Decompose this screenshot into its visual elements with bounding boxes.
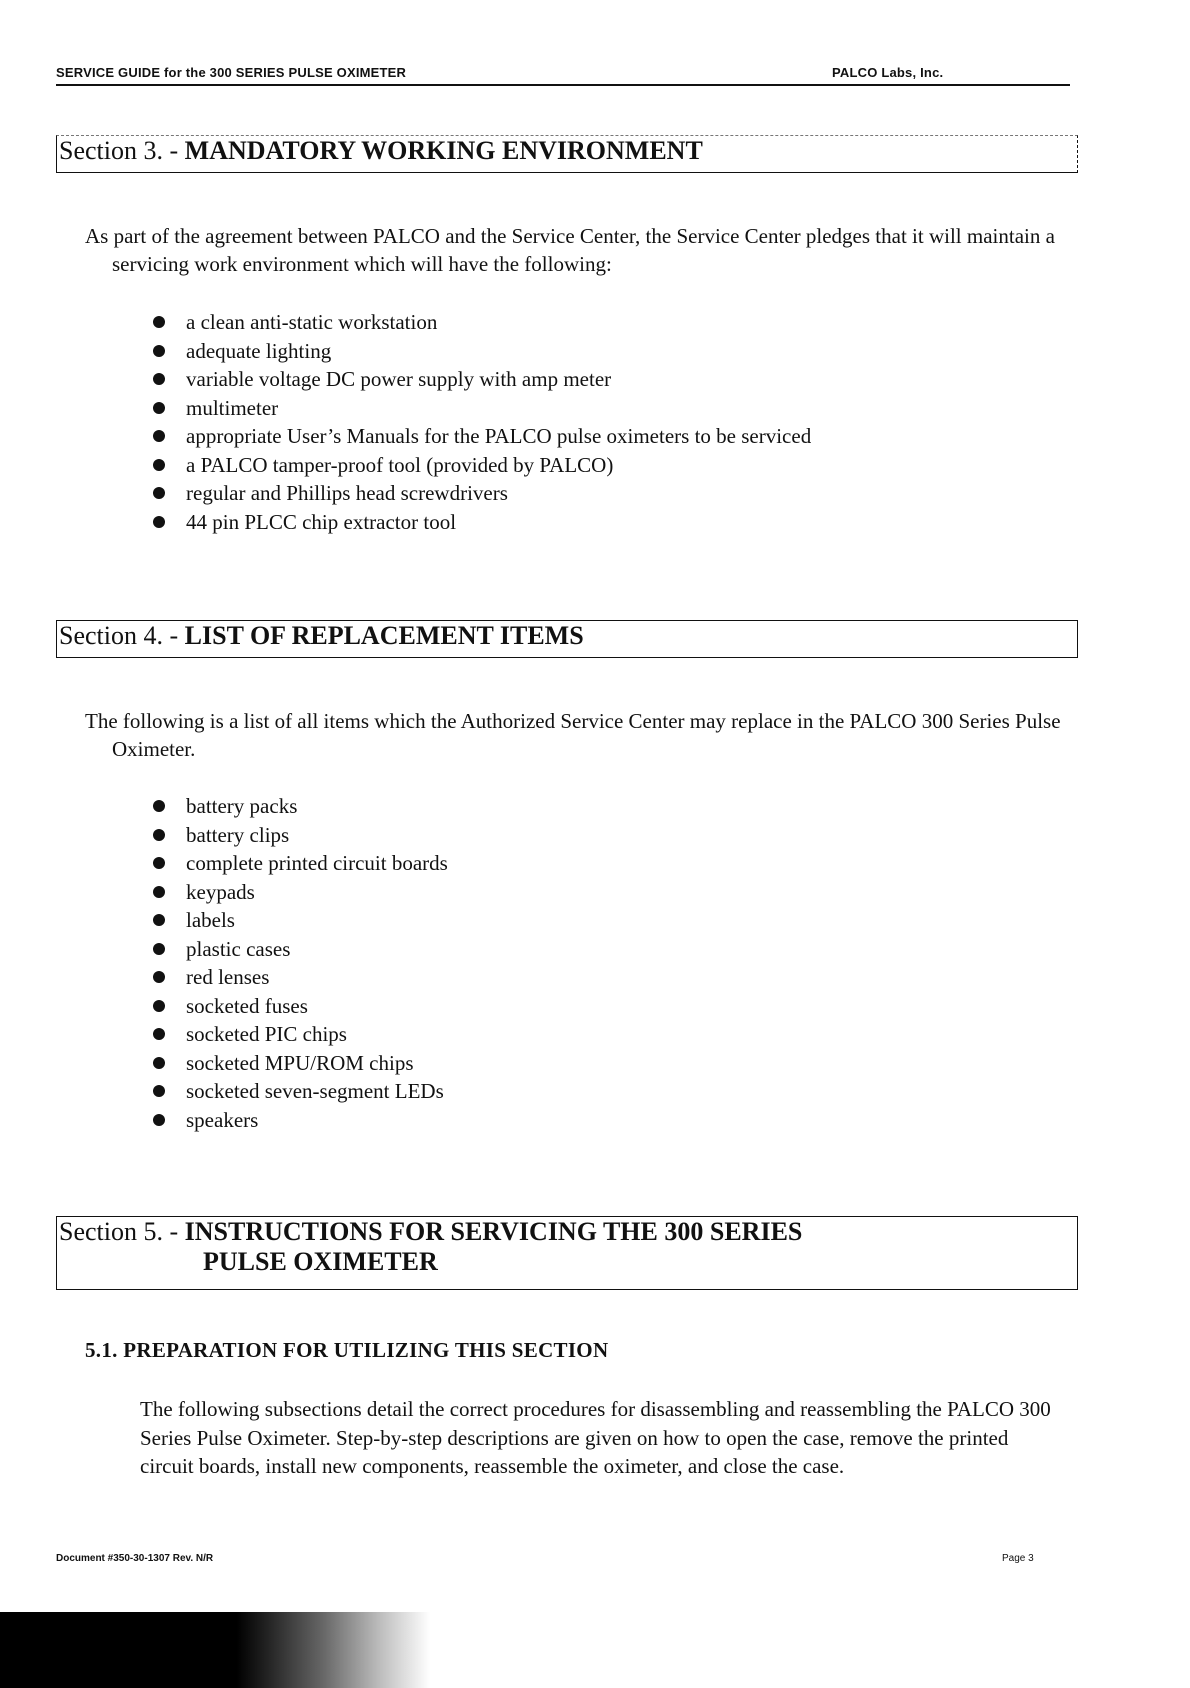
list-item: appropriate User’s Manuals for the PALCO pulse oximeters to be serviced	[152, 422, 811, 451]
header-document-title: SERVICE GUIDE for the 300 SERIES PULSE OXIMETER	[56, 65, 407, 80]
section-4-intro: The following is a list of all items which the Authorized Service Center may replace in the PALCO 300 Series Pulse Oximeter.	[85, 709, 1061, 761]
list-item: socketed seven-segment LEDs	[152, 1077, 448, 1106]
list-item: variable voltage DC power supply with amp meter	[152, 365, 811, 394]
section-5-heading	[56, 1216, 1078, 1290]
replacement-items-list	[152, 792, 448, 1134]
list-item: a clean anti-static workstation	[152, 308, 811, 337]
section-3-intro: As part of the agreement between PALCO and the Service Center, the Service Center pledges that it will maintain a servicing work environment which will have the following:	[85, 224, 1055, 276]
page-header	[56, 62, 1070, 86]
header-company: PALCO Labs, Inc.	[832, 65, 944, 80]
section-4-title: LIST OF REPLACEMENT ITEMS	[184, 621, 584, 650]
subsection-5-1-paragraph: The following subsections detail the correct procedures for disassembling and reassembling the PALCO 300 Series Pulse Oximeter. Step-by-step descriptions are given on how to open the case, remove the printed circuit boards, install new components, reassemble the oximeter, and close the case.	[140, 1397, 1051, 1478]
subsection-5-1-heading: 5.1. PREPARATION FOR UTILIZING THIS SECTION	[85, 1338, 609, 1362]
section-3-number: Section 3. -	[59, 136, 179, 165]
footer-document-number: Document #350-30-1307 Rev. N/R	[56, 1553, 214, 1564]
list-item: battery packs	[152, 792, 448, 821]
section-4-heading	[56, 620, 1078, 658]
list-item: battery clips	[152, 821, 448, 850]
list-item: regular and Phillips head screwdrivers	[152, 479, 811, 508]
list-item: socketed MPU/ROM chips	[152, 1049, 448, 1078]
list-item: keypads	[152, 878, 448, 907]
section-4-number: Section 4. -	[59, 621, 179, 650]
section-3-heading	[56, 135, 1078, 173]
working-environment-list	[152, 308, 811, 536]
section-5-number: Section 5. -	[59, 1217, 179, 1246]
list-item: red lenses	[152, 963, 448, 992]
section-5-title-line2: PULSE OXIMETER	[203, 1247, 438, 1276]
list-item: plastic cases	[152, 935, 448, 964]
list-item: 44 pin PLCC chip extractor tool	[152, 508, 811, 537]
list-item: socketed PIC chips	[152, 1020, 448, 1049]
list-item: adequate lighting	[152, 337, 811, 366]
section-5-title-line1: INSTRUCTIONS FOR SERVICING THE 300 SERIES	[184, 1217, 803, 1246]
list-item: socketed fuses	[152, 992, 448, 1021]
list-item: a PALCO tamper-proof tool (provided by PALCO)	[152, 451, 811, 480]
footer-page-number: Page 3	[1002, 1553, 1034, 1564]
list-item: labels	[152, 906, 448, 935]
scan-artifact	[0, 1612, 430, 1688]
section-3-title: MANDATORY WORKING ENVIRONMENT	[184, 136, 703, 165]
list-item: complete printed circuit boards	[152, 849, 448, 878]
list-item: speakers	[152, 1106, 448, 1135]
list-item: multimeter	[152, 394, 811, 423]
